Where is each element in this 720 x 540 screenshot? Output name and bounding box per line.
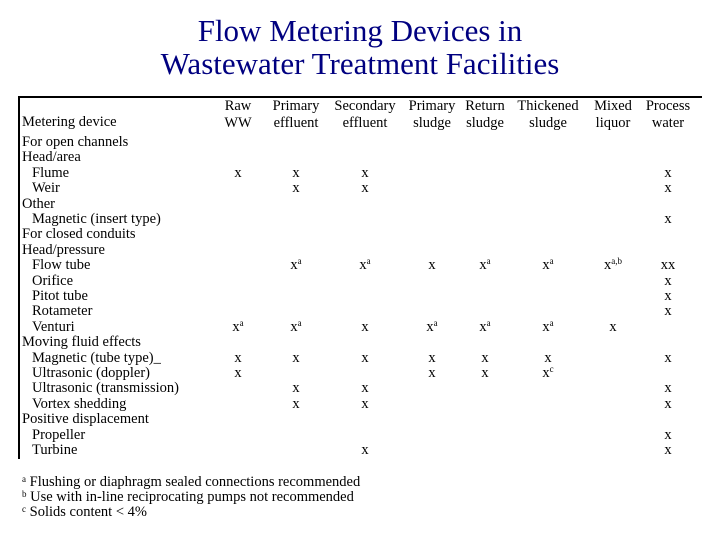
column-header-1: Primary: [408, 98, 456, 114]
footnote-marker: a: [297, 256, 302, 267]
table-cell: x: [234, 164, 242, 181]
row-label: Ultrasonic (transmission): [32, 380, 179, 397]
column-header-2: liquor: [595, 115, 631, 131]
row-label: Venturi: [32, 318, 75, 335]
row-label: Vortex shedding: [32, 395, 127, 412]
row-label: Flume: [32, 164, 70, 181]
table-cell: x: [609, 318, 617, 335]
table-cell: x: [428, 349, 436, 366]
footnote: [22, 490, 354, 505]
column-header-2: water: [651, 115, 685, 131]
row-label: For closed conduits: [22, 226, 136, 243]
footnote-marker: a: [486, 317, 491, 328]
table-cell: x: [664, 442, 672, 458]
column-header-1: Return: [465, 98, 505, 114]
page-title: [0, 14, 720, 80]
column-header-2: sludge: [529, 115, 567, 131]
footnote-marker: c: [549, 364, 554, 374]
footnote-marker: a: [297, 317, 302, 328]
row-label: Propeller: [32, 426, 86, 443]
row-label: Pitot tube: [32, 288, 88, 304]
row-label: Moving fluid effects: [22, 334, 141, 351]
row-label: Turbine: [32, 442, 78, 458]
row-label: Rotameter: [32, 303, 93, 320]
footnote-text: Use with in-line reciprocating pumps not recommended: [26, 489, 354, 505]
table-cell: x: [664, 180, 672, 197]
column-header-2: effluent: [342, 115, 388, 131]
table-cell: x: [361, 180, 369, 197]
table-cell: x: [481, 365, 489, 381]
table-cell: x: [664, 349, 672, 366]
column-header-1: Primary: [272, 98, 320, 114]
table-cell: x: [361, 164, 369, 181]
table-cell: x: [292, 395, 300, 412]
table-cell: x: [292, 164, 300, 181]
footnote-marker: a: [366, 256, 371, 267]
row-label: Head/pressure: [22, 241, 105, 258]
table-cell: x: [664, 211, 672, 227]
table-cell: x: [664, 380, 672, 397]
footnote-marker: a,b: [611, 256, 622, 267]
footnote-mark: a: [22, 474, 26, 484]
table-cell: x: [361, 318, 369, 335]
table-cell: $x^{a,b}$: [604, 256, 622, 274]
column-header-2: effluent: [273, 115, 319, 131]
table-cell: x: [428, 365, 436, 381]
row-label: Positive displacement: [22, 411, 149, 428]
footnote-marker: a: [239, 317, 244, 328]
footnote: [22, 505, 147, 520]
row-label: Flow tube: [32, 257, 91, 274]
footnote-text: Solids content < 4%: [26, 504, 147, 520]
column-header-2: sludge: [466, 115, 504, 131]
table-cell: $x^a$: [479, 317, 491, 335]
table-cell: x: [428, 257, 436, 274]
table-cell: $x^a$: [426, 317, 438, 335]
footnote: [22, 475, 360, 490]
row-label: Weir: [32, 180, 60, 197]
row-label: Ultrasonic (doppler): [32, 365, 150, 381]
footnote-mark: b: [22, 489, 27, 499]
footnote-text: Flushing or diaphragm sealed connections recommended: [26, 474, 361, 490]
table-cell: $x^a$: [359, 256, 371, 274]
column-header-2: sludge: [413, 115, 451, 131]
table-cell: x: [234, 365, 242, 381]
table-cell: x: [361, 442, 369, 458]
metering-device-header: Metering device: [22, 114, 117, 130]
table-cell: x: [361, 395, 369, 412]
table-cell: $x^a$: [290, 317, 302, 335]
table-cell: x: [664, 395, 672, 412]
table-cell: $x^a$: [290, 256, 302, 274]
column-header-1: Raw: [224, 98, 252, 114]
row-label: Magnetic (tube type)_: [32, 349, 161, 366]
table-cell: xx: [660, 257, 676, 274]
table-cell: x: [234, 349, 242, 366]
table-cell: x: [664, 272, 672, 289]
table-cell: x: [361, 380, 369, 397]
table-cell: $x^a$: [542, 256, 554, 274]
table-cell: x: [664, 303, 672, 320]
column-header-1: Thickened: [517, 98, 579, 114]
table-cell: x: [292, 380, 300, 397]
table-cell: x: [361, 349, 369, 366]
table-cell: x: [292, 180, 300, 197]
table-cell: x: [664, 426, 672, 443]
footnote-marker: a: [549, 317, 554, 328]
column-header-1: Secondary: [334, 98, 396, 114]
table-cell: x: [292, 349, 300, 366]
footnote-mark: c: [22, 504, 26, 514]
title-line-1: Flow Metering Devices in: [197, 13, 523, 48]
title-line-2: Wastewater Treatment Facilities: [160, 46, 560, 81]
footnote-marker: a: [549, 256, 554, 267]
column-header-1: Mixed: [594, 98, 632, 114]
column-header-1: Process: [645, 98, 691, 114]
table-cell: x: [664, 164, 672, 181]
table-cell: x: [664, 288, 672, 304]
column-header-2: WW: [224, 115, 252, 131]
table-cell: $x^a$: [542, 317, 554, 335]
table-cell: $x^a$: [232, 317, 244, 335]
row-label: For open channels: [22, 134, 129, 150]
table-cell: x: [481, 349, 489, 366]
table-cell: x: [544, 349, 552, 366]
footnote-marker: a: [486, 256, 491, 267]
row-label: Head/area: [22, 149, 81, 166]
table-cell: $x^c$: [542, 364, 554, 381]
row-label: Magnetic (insert type): [32, 211, 161, 227]
footnote-marker: a: [433, 317, 438, 328]
row-label: Orifice: [32, 272, 74, 289]
row-label: Other: [22, 195, 56, 212]
table-cell: $x^a$: [479, 256, 491, 274]
